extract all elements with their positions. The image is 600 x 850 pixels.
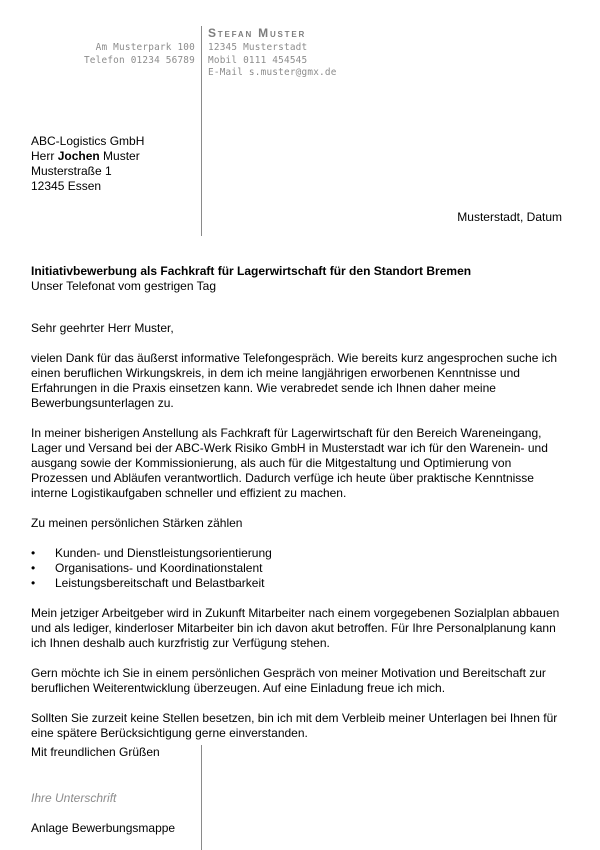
list-item-text: Organisations- und Koordinationstalent (55, 561, 263, 575)
subject-reference: Unser Telefonat vom gestrigen Tag (31, 279, 216, 293)
signature-placeholder: Ihre Unterschrift (31, 791, 117, 805)
recipient-city: 12345 Essen (31, 179, 102, 193)
recipient-salutation: Herr (31, 149, 55, 163)
paragraph-situation: Mein jetziger Arbeitgeber wird in Zukunft Mitarbeiter nach einem vorgegebenen Sozialplan abbauen und als lediger, kinderloser Mitarbeiter bin ich davon akut betroffen. Für Ihre Personalplanung kann ich Ihnen deshalb auch kurzfristig zur Verfügung stehen. (31, 606, 560, 650)
list-item-text: Leistungsbereitschaft und Belastbarkeit (55, 576, 265, 590)
strengths-intro: Zu meinen persönlichen Stärken zählen (31, 516, 243, 530)
paragraph-interview: Gern möchte ich Sie in einem persönlichen Gespräch von meiner Motivation und Bereitschaft zur beruflichen Weiterentwicklung überzeugen. Auf eine Einladung freue ich mich. (31, 666, 546, 695)
list-item (31, 576, 571, 591)
paragraph-documents: Sollten Sie zurzeit keine Stellen besetzen, bin ich mit dem Verbleib meiner Unterlagen bei Ihnen für eine spätere Berücksichtigung gerne einverstanden. (31, 711, 558, 740)
recipient-address (31, 134, 144, 194)
sender-name: Stefan Muster (208, 26, 307, 40)
bullet-icon: • (31, 546, 36, 560)
closing-phrase: Mit freundlichen Grüßen (31, 745, 160, 759)
footer-divider-line (201, 745, 202, 850)
strengths-list (31, 546, 571, 591)
list-item (31, 546, 571, 561)
paragraph-experience: In meiner bisherigen Anstellung als Fachkraft für Lagerwirtschaft für den Bereich Wareneingang, Lager und Versand bei der ABC-Werk Risiko GmbH in Musterstadt war ich für den Warenein- und ausgang sowie der Kommissionierung, als auch für die Mitgestaltung und Optimierung von Prozessen und Abläufen verantwortlich. Dadurch verfüge ich heute über praktische Kenntnisse interne Logistikaufgaben schneller und effizient zu machen. (31, 426, 548, 500)
sender-street: Am Musterpark 100 (95, 42, 195, 53)
letter-body (31, 321, 571, 756)
bullet-icon: • (31, 561, 36, 575)
sender-phone: Telefon 01234 56789 (83, 54, 195, 66)
recipient-street: Musterstraße 1 (31, 164, 112, 178)
sender-email: E-Mail s.muster@gmx.de (208, 67, 337, 78)
sender-address-block (84, 42, 195, 67)
letter-date: Musterstadt, Datum (457, 210, 562, 224)
bullet-icon: • (31, 576, 36, 590)
recipient-last-name: Muster (103, 149, 140, 163)
sender-mobile: Mobil 0111 454545 (208, 54, 308, 66)
subject-block (31, 264, 471, 294)
greeting: Sehr geehrter Herr Muster, (31, 321, 174, 335)
list-item (31, 561, 571, 576)
list-item-text: Kunden- und Dienstleistungsorientierung (55, 546, 272, 560)
subject-title: Initiativbewerbung als Fachkraft für Lagerwirtschaft für den Standort Bremen (31, 264, 472, 278)
header-divider-line (201, 26, 202, 236)
sender-city: 12345 Musterstadt (208, 42, 308, 53)
recipient-company: ABC-Logistics GmbH (31, 134, 145, 148)
paragraph-intro: vielen Dank für das äußerst informative Telefongespräch. Wie bereits kurz angesprochen suche ich einen beruflichen Wirkungskreis, in dem ich meine langjährigen erworbenen Kenntnisse und Erfahrungen in die Praxis einsetzen kann. Wie verabredet sende ich Ihnen daher meine Bewerbungsunterlagen zu. (31, 351, 558, 410)
sender-contact-block (208, 42, 337, 80)
recipient-person (31, 149, 144, 164)
recipient-first-name: Jochen (57, 149, 100, 163)
attachment-note: Anlage Bewerbungsmappe (31, 821, 176, 835)
